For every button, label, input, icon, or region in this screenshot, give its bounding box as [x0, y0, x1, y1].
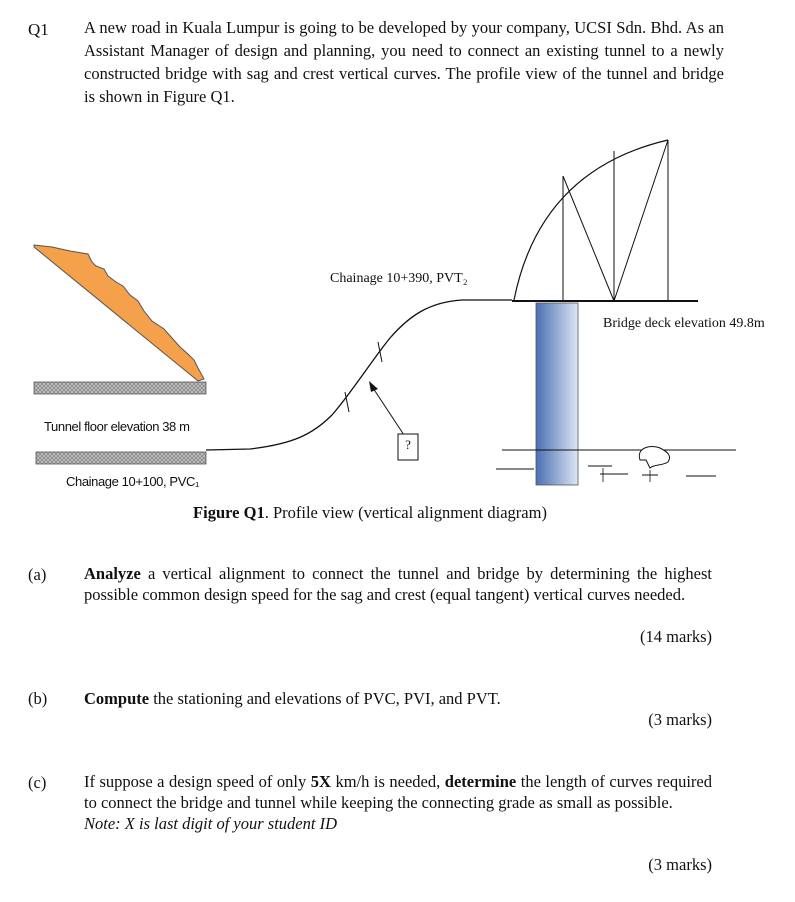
unknown-box-text: ? [405, 437, 411, 452]
figure-q1 [0, 130, 795, 520]
caption-text: . Profile view (vertical alignment diagram) [264, 503, 547, 522]
part-c-speed: 5X [310, 772, 331, 791]
arrow-head [369, 381, 378, 392]
part-a-verb: Analyze [84, 564, 141, 583]
tunnel-floor [36, 452, 206, 464]
part-a-body: a vertical alignment to connect the tunnel and bridge by determining the highest possible common design speed for the sag and crest (equal tangent) vertical curves needed. [84, 564, 712, 604]
part-c-body: the length of curves required to connect the bridge and tunnel while keeping the connecting grade as small as possible. [84, 772, 712, 812]
figure-caption [0, 503, 740, 523]
truss-d2 [614, 140, 668, 301]
part-c-verb: determine [444, 772, 517, 791]
part-b-verb: Compute [84, 689, 150, 708]
question-intro: A new road in Kuala Lumpur is going to be developed by your company, UCSI Sdn. Bhd. As an Assistant Manager of design and planning, you need to connect an existing tunnel to a newly constructed bridge with sag and crest vertical curves. The profile view of the tunnel and bridge is shown in Figure Q1. [84, 18, 724, 106]
part-a-marks: (14 marks) [640, 627, 712, 646]
part-c-pre: If suppose a design speed of only [84, 772, 311, 791]
pvt-label: Chainage 10+390, PVT₂ [330, 271, 468, 286]
part-a-label: (a) [28, 565, 47, 584]
tunnel-floor-label: Tunnel floor elevation 38 m [44, 419, 190, 434]
pvc-label: Chainage 10+100, PVC₁ [66, 474, 199, 489]
part-c-text [84, 771, 712, 834]
part-b-label: (b) [28, 689, 48, 708]
truss-d1 [563, 176, 614, 301]
part-b-body: the stationing and elevations of PVC, PVI, and PVT. [149, 689, 501, 708]
caption-label: Figure Q1 [193, 503, 265, 522]
part-c-marks: (3 marks) [648, 855, 712, 874]
part-c-note: Note: X is last digit of your student ID [84, 814, 337, 833]
part-b-text [84, 688, 712, 709]
part-a-text [84, 563, 712, 605]
hill-rock-shape [34, 245, 204, 381]
bridge-arch [514, 140, 668, 300]
arrow-line [373, 388, 404, 435]
part-b-marks: (3 marks) [648, 710, 712, 729]
bridge-pier [536, 303, 578, 485]
bridge-deck-label: Bridge deck elevation 49.8m [603, 316, 765, 331]
question-number: Q1 [28, 20, 49, 39]
road-profile-curve [206, 300, 512, 450]
part-c-mid: km/h is needed, [330, 772, 445, 791]
part-c-label: (c) [28, 773, 47, 792]
tunnel-roof [34, 382, 206, 394]
